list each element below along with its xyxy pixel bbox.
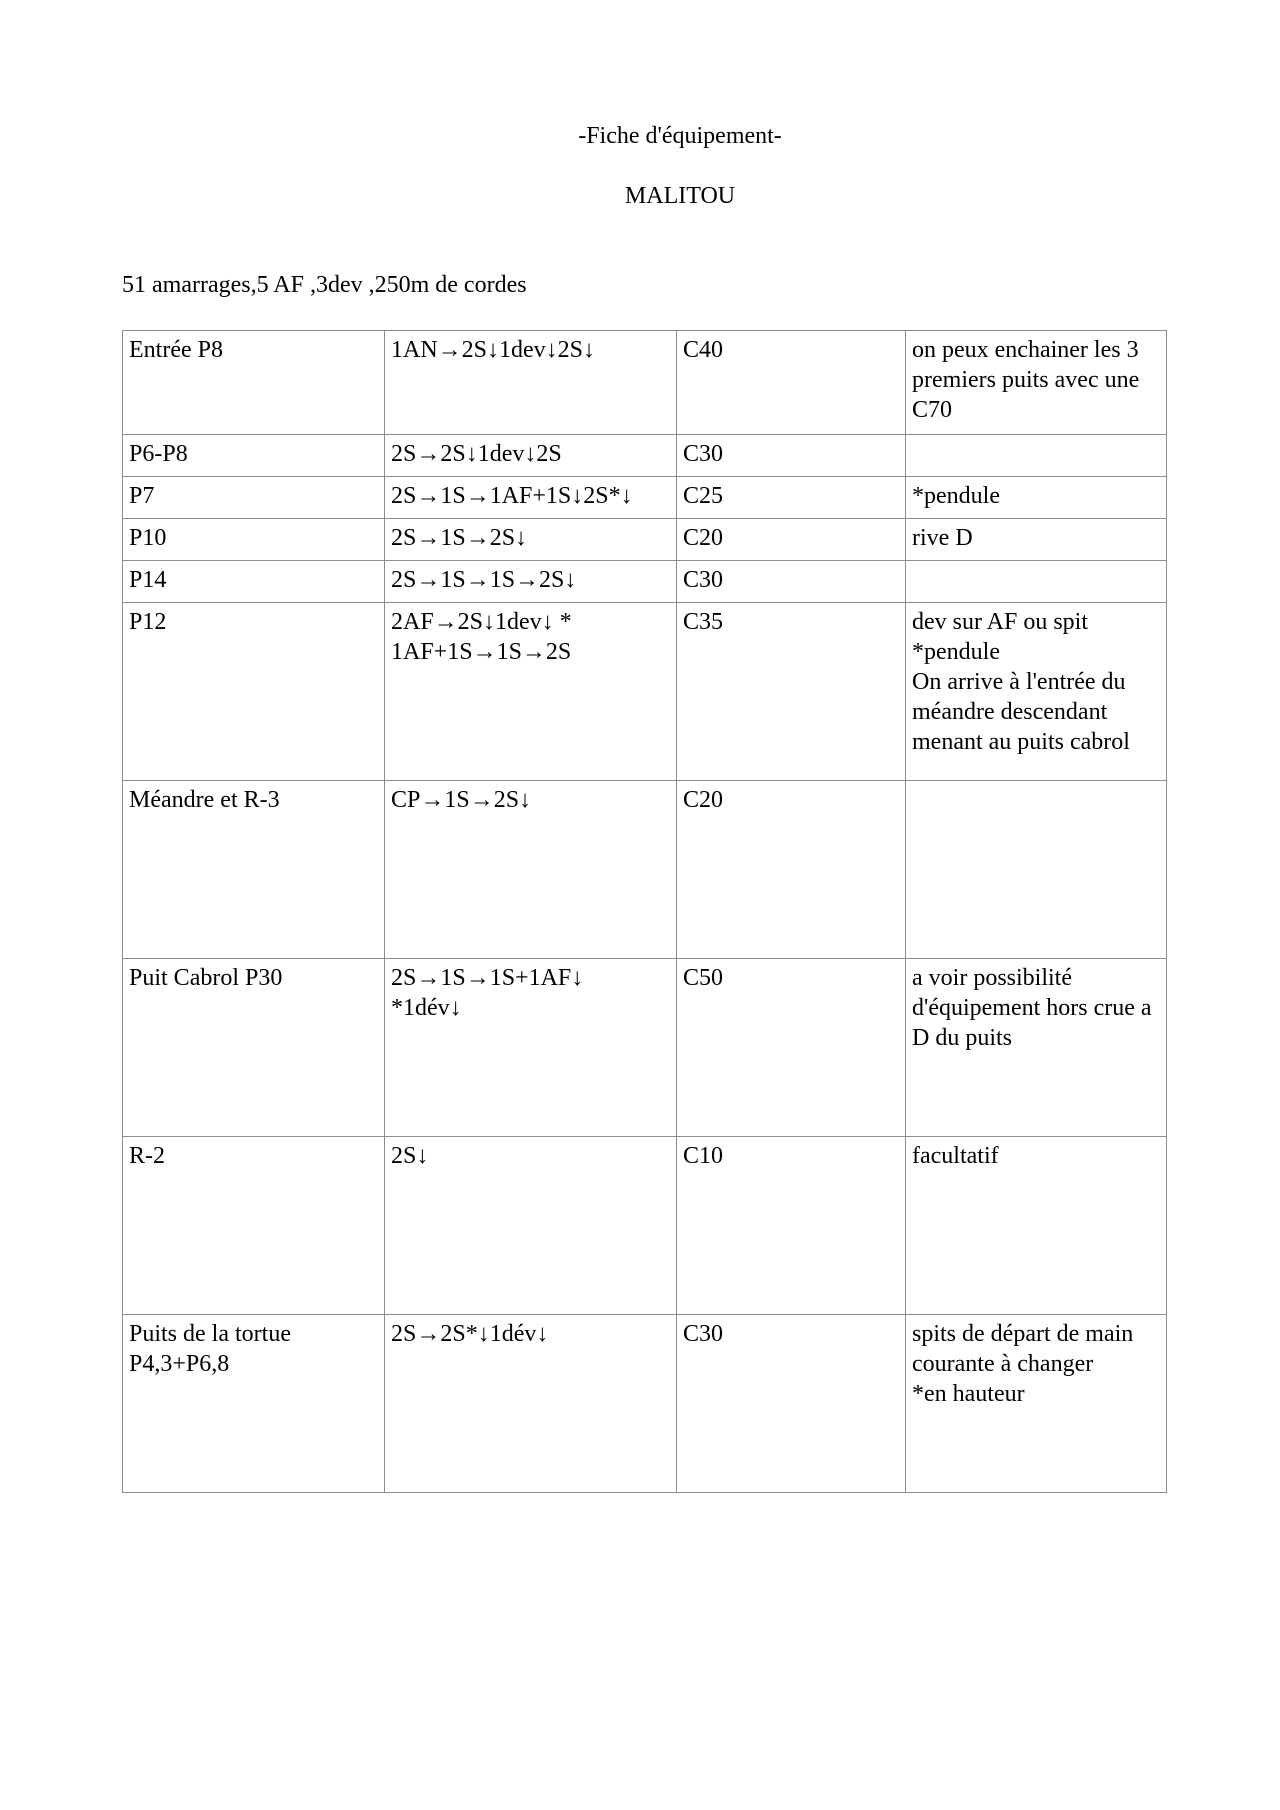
notes-cell: a voir possibilité d'équipement hors crue a D du puits: [906, 959, 1167, 1137]
table-row: [123, 1137, 1167, 1315]
table-row: [123, 959, 1167, 1137]
rope-cell: C25: [677, 477, 906, 519]
notes-cell: dev sur AF ou spit *pendule On arrive à l'entrée du méandre descendant menant au puits cabrol: [906, 603, 1167, 781]
equipment-summary: 51 amarrages,5 AF ,3dev ,250m de cordes: [122, 272, 527, 298]
equipment-cell: 2S→1S→1AF+1S↓2S*↓: [385, 477, 677, 519]
notes-cell: [906, 435, 1167, 477]
section-cell: P14: [123, 561, 385, 603]
rope-cell: C40: [677, 331, 906, 435]
rope-cell: C30: [677, 561, 906, 603]
table-row: [123, 1315, 1167, 1493]
notes-cell: *pendule: [906, 477, 1167, 519]
rope-cell: C20: [677, 781, 906, 959]
notes-cell: [906, 781, 1167, 959]
table-row: [123, 519, 1167, 561]
equipment-cell: 2S→1S→1S→2S↓: [385, 561, 677, 603]
equipment-cell: 2AF→2S↓1dev↓ * 1AF+1S→1S→2S: [385, 603, 677, 781]
section-cell: R-2: [123, 1137, 385, 1315]
section-cell: P7: [123, 477, 385, 519]
equipment-cell: CP→1S→2S↓: [385, 781, 677, 959]
rope-cell: C10: [677, 1137, 906, 1315]
section-cell: Méandre et R-3: [123, 781, 385, 959]
table-row: [123, 331, 1167, 435]
rope-cell: C20: [677, 519, 906, 561]
table-row: [123, 477, 1167, 519]
section-cell: P12: [123, 603, 385, 781]
section-cell: Puits de la tortue P4,3+P6,8: [123, 1315, 385, 1493]
table-row: [123, 781, 1167, 959]
table-row: [123, 435, 1167, 477]
rope-cell: C30: [677, 1315, 906, 1493]
notes-cell: on peux enchainer les 3 premiers puits avec une C70: [906, 331, 1167, 435]
equipment-table: [122, 330, 1167, 1493]
equipment-cell: 2S→2S↓1dev↓2S: [385, 435, 677, 477]
table-row: [123, 603, 1167, 781]
section-cell: P6-P8: [123, 435, 385, 477]
section-cell: Puit Cabrol P30: [123, 959, 385, 1137]
equipment-cell: 2S→1S→2S↓: [385, 519, 677, 561]
cave-name: MALITOU: [624, 183, 736, 209]
notes-cell: rive D: [906, 519, 1167, 561]
notes-cell: spits de départ de main courante à changer *en hauteur: [906, 1315, 1167, 1493]
section-cell: P10: [123, 519, 385, 561]
rope-cell: C35: [677, 603, 906, 781]
equipment-cell: 2S→1S→1S+1AF↓ *1dév↓: [385, 959, 677, 1137]
equipment-cell: 2S↓: [385, 1137, 677, 1315]
notes-cell: facultatif: [906, 1137, 1167, 1315]
page-title: -Fiche d'équipement-: [578, 123, 782, 149]
equipment-cell: 2S→2S*↓1dév↓: [385, 1315, 677, 1493]
equipment-cell: 1AN→2S↓1dev↓2S↓: [385, 331, 677, 435]
notes-cell: [906, 561, 1167, 603]
section-cell: Entrée P8: [123, 331, 385, 435]
rope-cell: C30: [677, 435, 906, 477]
table-row: [123, 561, 1167, 603]
rope-cell: C50: [677, 959, 906, 1137]
